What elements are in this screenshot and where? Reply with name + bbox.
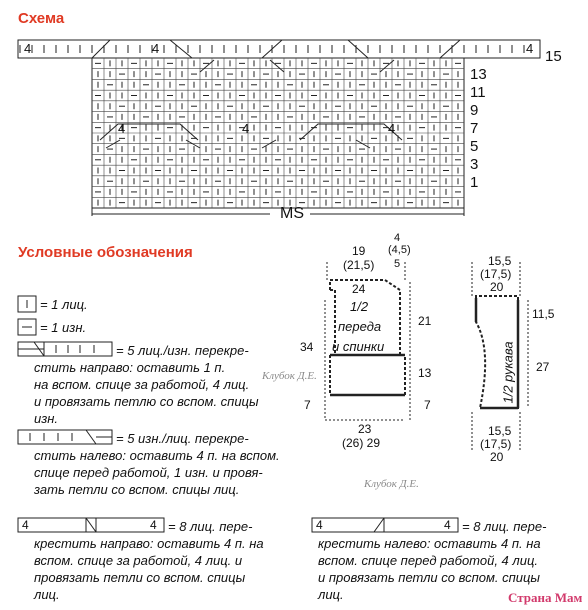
- pattern-title: и спинки: [332, 339, 385, 354]
- row-number: 3: [470, 156, 479, 173]
- watermark: Клубок Д.Е.: [364, 478, 419, 490]
- legend-line: вспом. спице перед работой, 4 лиц.: [318, 553, 538, 568]
- legend-knit: = 1 лиц.: [40, 297, 88, 312]
- cable-label: 4: [316, 518, 323, 532]
- row-number: 13: [470, 66, 487, 83]
- dim-label: 15,5: [488, 424, 512, 438]
- dim-label: (17,5): [480, 267, 512, 281]
- legend-line: вспом. спице за работой, 4 лиц. и: [34, 553, 243, 568]
- dim-label: 27: [536, 360, 550, 374]
- dim-label: 15,5: [488, 254, 512, 268]
- legend-line: зать петли со вспом. спицы лиц.: [34, 482, 240, 497]
- legend-line: = 5 изн./лиц. перекре-: [116, 431, 249, 446]
- legend-line: изн.: [34, 411, 59, 426]
- dim-label: 21: [418, 314, 432, 328]
- site-logo: [506, 586, 588, 610]
- dim-label: (4,5): [388, 244, 411, 256]
- row-number: 1: [470, 174, 479, 191]
- dim-label: 13: [418, 366, 432, 380]
- cable-label: 4: [242, 121, 250, 136]
- dim-label: 34: [300, 340, 314, 354]
- legend-line: и провязать петлю со вспом. спицы: [34, 394, 259, 409]
- legend-line: провязать петли со вспом. спицы: [34, 570, 246, 585]
- dim-label: 4: [394, 232, 401, 244]
- legend-line: лиц.: [318, 587, 344, 602]
- cable-label: 4: [22, 518, 29, 532]
- legend-line: крестить направо: оставить 4 п. на: [34, 536, 264, 551]
- pattern-title: переда: [338, 319, 382, 334]
- cable-label: 4: [150, 518, 157, 532]
- cable-label: 4: [444, 518, 451, 532]
- row-number: 5: [470, 138, 479, 155]
- legend-title: Условные обозначения: [18, 244, 193, 261]
- legend-line: крестить налево: оставить 4 п. на: [318, 536, 541, 551]
- row-number: 11: [470, 84, 486, 101]
- cable-label: 4: [152, 41, 160, 56]
- cable-label: 4: [24, 41, 32, 56]
- legend-purl: = 1 изн.: [40, 320, 87, 335]
- pattern-title: 1/2: [350, 299, 369, 314]
- repeat-label: MS: [280, 205, 304, 222]
- legend-line: = 5 лиц./изн. перекре-: [116, 343, 249, 358]
- sleeve-title: 1/2 рукава: [500, 341, 516, 404]
- row-number: 7: [470, 120, 479, 137]
- legend-line: стить налево: оставить 4 п. на вспом.: [34, 448, 280, 463]
- dim-label: (21,5): [343, 258, 375, 272]
- dim-label: 5: [394, 258, 401, 270]
- dim-label: 11,5: [532, 307, 555, 321]
- legend-line: спице перед работой, 1 изн. и провя-: [34, 465, 263, 480]
- chart-title: Схема: [18, 10, 65, 27]
- dim-label: 7: [304, 398, 311, 412]
- dim-label: 23: [358, 422, 372, 436]
- row-number: 15: [545, 48, 562, 65]
- legend-line: стить направо: оставить 1 п.: [34, 360, 226, 375]
- legend-line: = 8 лиц. пере-: [462, 519, 547, 534]
- cable-label: 4: [118, 121, 126, 136]
- legend-line: и провязать петли со вспом. спицы: [318, 570, 541, 585]
- legend-line: лиц.: [34, 587, 60, 602]
- dim-label: 7: [424, 398, 431, 412]
- logo-text: Страна Мам: [508, 590, 583, 605]
- legend-line: = 8 лиц. пере-: [168, 519, 253, 534]
- cable-label: 4: [388, 121, 396, 136]
- cable-label: 4: [526, 41, 534, 56]
- dim-label: 20: [490, 450, 504, 464]
- row-number: 9: [470, 102, 479, 119]
- dim-label: 24: [352, 282, 366, 296]
- dim-label: 19: [352, 244, 366, 258]
- legend-line: на вспом. спице за работой, 4 лиц.: [34, 377, 250, 392]
- dim-label: (17,5): [480, 437, 512, 451]
- dim-label: (26) 29: [342, 436, 381, 450]
- dim-label: 20: [490, 280, 504, 294]
- watermark: Клубок Д.Е.: [262, 370, 317, 382]
